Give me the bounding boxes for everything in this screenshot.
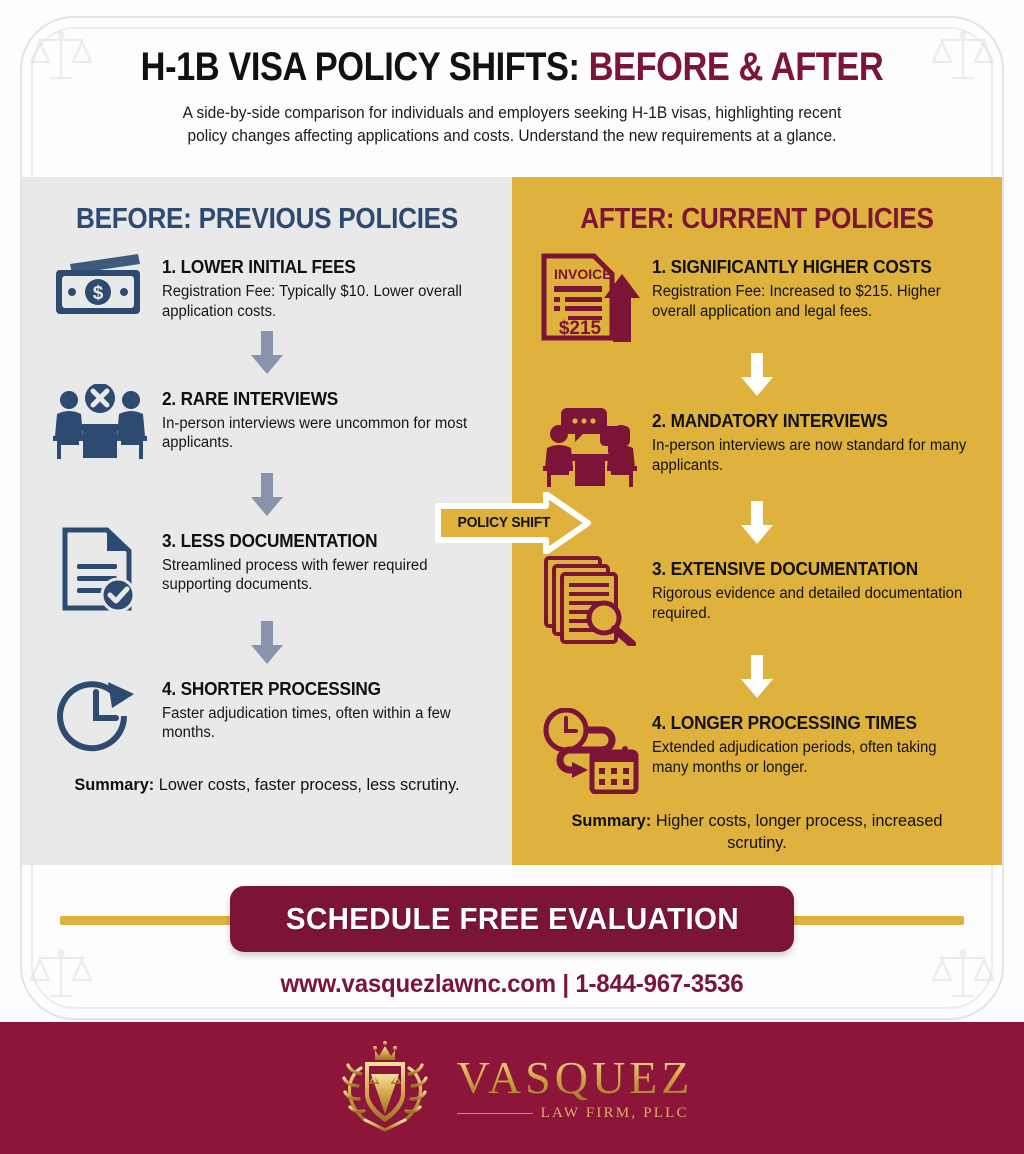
list-item-title: 4. SHORTER PROCESSING [162,677,381,699]
clock-fast-icon [44,674,156,758]
list-item-text [646,252,984,322]
invoice-up-arrow-icon [534,252,646,344]
flow-arrow-down-icon [512,655,1002,699]
list-item [22,674,512,758]
list-item [512,554,1002,646]
list-item-title: 3. EXTENSIVE DOCUMENTATION [652,558,919,579]
logo-name: VASQUEZ [456,1051,694,1103]
documents-magnifier-icon [534,554,646,646]
list-item-desc: Rigorous evidence and detailed documentation required. [652,585,963,622]
after-summary-text: Higher costs, longer process, increased scrutiny. [651,811,943,853]
header [52,46,972,149]
after-summary [547,810,967,854]
flow-arrow-down-icon [22,621,512,665]
list-item-title: 3. LESS DOCUMENTATION [162,529,378,551]
document-check-icon [44,526,156,612]
page-title-accent: BEFORE & AFTER [588,45,884,89]
list-item-desc: Streamlined process with fewer required supporting documents. [162,556,428,594]
logo-wordmark [456,1051,694,1122]
interview-speech-icon [534,406,646,492]
list-item-text [646,708,984,778]
list-item-text [646,554,984,624]
list-item [512,406,1002,492]
list-item [512,252,1002,344]
before-summary [57,774,477,796]
logo-rule [457,1113,533,1114]
footer [0,1022,1024,1154]
logo-subtitle-row [457,1105,694,1122]
flow-arrow-down-icon [22,331,512,375]
list-item [512,708,1002,794]
before-summary-text: Lower costs, faster process, less scrutiny. [154,774,460,794]
list-item [22,252,512,322]
list-item-title: 4. LONGER PROCESSING TIMES [652,712,917,733]
page-subtitle [80,102,945,149]
before-summary-label: Summary: [74,774,155,794]
clock-calendar-icon [534,708,646,794]
list-item-title: 2. MANDATORY INTERVIEWS [652,410,888,431]
page-subtitle-line2: policy changes affecting applications and costs. Understand the new requirements at a glance. [187,127,837,146]
schedule-free-evaluation-button[interactable] [230,886,794,952]
list-item-title: 1. LOWER INITIAL FEES [162,256,356,277]
list-item-desc: In-person interviews are now standard for many applicants. [652,437,967,474]
after-summary-label: Summary: [571,811,652,830]
list-item [22,384,512,464]
policy-shift-label: POLICY SHIFT [457,514,551,531]
list-item-title: 2. RARE INTERVIEWS [162,387,339,409]
list-item-text [646,406,984,476]
logo-subtitle: LAW FIRM, PLLC [540,1104,689,1121]
policy-shift-badge [434,492,592,554]
page-subtitle-line1: A side-by-side comparison for individuals and employers seeking H-1B visas, highlighting recent [182,104,842,122]
list-item-text [156,674,494,744]
list-item-desc: Faster adjudication times, often within a few months. [162,704,451,742]
svg-text:$215: $215 [558,318,602,339]
cash-banknote-icon [44,252,156,318]
svg-text:$: $ [92,283,104,304]
invoice-label: INVOICE [554,266,612,282]
page-title [116,46,907,88]
contact-line[interactable]: www.vasquezlawnc.com | 1-844-967-3536 [280,970,744,998]
list-item-desc: Registration Fee: Increased to $215. Higher overall application and legal fees. [652,283,941,320]
list-item-title: 1. SIGNIFICANTLY HIGHER COSTS [652,256,932,277]
after-panel-heading: AFTER: CURRENT POLICIES [580,203,934,235]
page-title-main: H-1B VISA POLICY SHIFTS: [140,45,589,89]
before-panel-heading: BEFORE: PREVIOUS POLICIES [76,203,458,235]
list-item-desc: Extended adjudication periods, often taking many months or longer. [652,739,937,776]
cta-section [22,886,1002,998]
list-item-desc: Registration Fee: Typically $10. Lower overall application costs. [162,283,462,320]
list-item-desc: In-person interviews were uncommon for most applicants. [162,414,468,452]
flow-arrow-down-icon [512,353,1002,397]
cta-button-label: SCHEDULE FREE EVALUATION [285,901,739,936]
list-item-text [156,252,494,322]
interview-cancelled-icon [44,384,156,464]
list-item-text [156,384,494,454]
crest-scales-laurel-icon [331,1038,439,1138]
